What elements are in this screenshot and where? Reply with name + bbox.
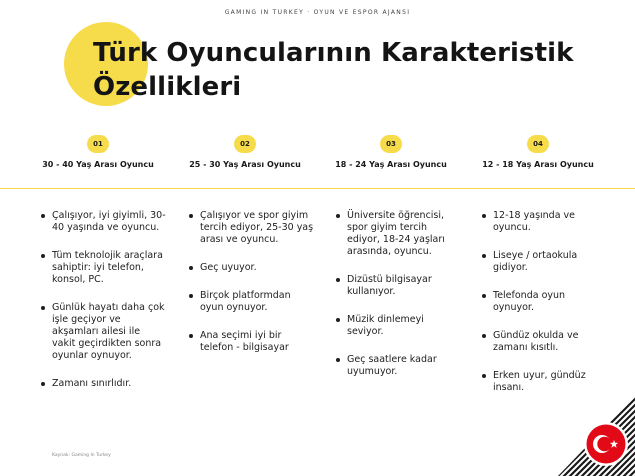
list-item: Erken uyur, gündüz insanı. (479, 370, 607, 394)
column-number-badge: 01 (87, 135, 109, 153)
column-number-badge: 02 (234, 135, 256, 153)
source-caption: Kaynak: Gaming In Turkey (52, 453, 111, 458)
column-list-3 (333, 210, 461, 378)
page-title (93, 36, 613, 104)
list-item: Birçok platformdan oyun oynuyor. (186, 290, 314, 314)
column-label: 12 - 18 Yaş Arası Oyuncu (482, 160, 594, 169)
column-header-4 (463, 135, 613, 171)
column-header-1 (23, 135, 173, 171)
list-item: Zamanı sınırlıdır. (38, 378, 166, 390)
list-item: Üniversite öğrencisi, spor giyim tercih ediyor, 18-24 yaşları arasında, oyuncu. (333, 210, 461, 258)
list-item: Gündüz okulda ve zamanı kısıtlı. (479, 330, 607, 354)
list-item: Liseye / ortaokula gidiyor. (479, 250, 607, 274)
list-item: Dizüstü bilgisayar kullanıyor. (333, 274, 461, 298)
column-label: 25 - 30 Yaş Arası Oyuncu (189, 160, 301, 169)
column-list-4 (479, 210, 607, 394)
column-header-3 (316, 135, 466, 171)
list-item: Geç saatlere kadar uyumuyor. (333, 354, 461, 378)
list-item: Müzik dinlemeyi seviyor. (333, 314, 461, 338)
column-label: 18 - 24 Yaş Arası Oyuncu (335, 160, 447, 169)
agency-tagline: GAMING IN TURKEY · OYUN VE ESPOR AJANSI (224, 9, 411, 16)
list-item: Çalışıyor ve spor giyim tercih ediyor, 25-30 yaş arası ve oyuncu. (186, 210, 314, 246)
list-item: 12-18 yaşında ve oyuncu. (479, 210, 607, 234)
column-number-badge: 04 (527, 135, 549, 153)
column-header-2 (170, 135, 320, 171)
list-item: Telefonda oyun oynuyor. (479, 290, 607, 314)
column-list-1 (38, 210, 166, 390)
column-list-2 (186, 210, 314, 354)
title-line-2: Özellikleri (93, 72, 242, 102)
turkish-flag-icon (583, 421, 629, 467)
list-item: Çalışıyor, iyi giyimli, 30-40 yaşında ve oyuncu. (38, 210, 166, 234)
section-divider (0, 188, 635, 189)
list-item: Günlük hayatı daha çok işle geçiyor ve akşamları ailesi ile vakit geçirdikten sonra oyunlar oynuyor. (38, 302, 166, 362)
column-number-badge: 03 (380, 135, 402, 153)
list-item: Geç uyuyor. (186, 262, 314, 274)
list-item: Ana seçimi iyi bir telefon - bilgisayar (186, 330, 314, 354)
title-line-1: Türk Oyuncularının Karakteristik (93, 38, 574, 68)
list-item: Tüm teknolojik araçlara sahiptir: iyi telefon, konsol, PC. (38, 250, 166, 286)
column-label: 30 - 40 Yaş Arası Oyuncu (42, 160, 154, 169)
